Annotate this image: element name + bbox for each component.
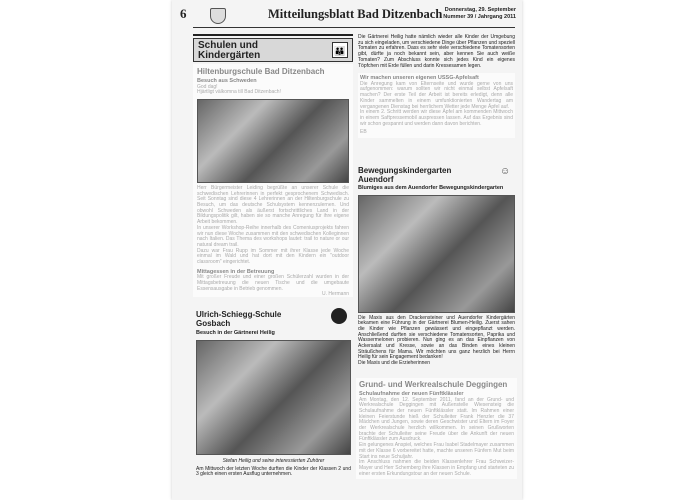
paragraph: Die Gärtnerei Heilig hatte nämlich wieder alle Kinder der Umgebung zu sich eingeladen, um verschiedene Dinge über Pflanzen und speziell Tomaten zu erfahren. Dass es sehr viele verschiedene Tomatensorten gibt, dürfte ja noch bekannt sein, aber kennen Sie auch weiße Tomaten? Zum Abschluss konnte sich jedes Kind ein eigenes Töpfchen mit Erde füllen und darin Kressesamen legen.: [358, 34, 515, 69]
paragraph: Die Maxis und die Erzieherinnen: [358, 360, 430, 367]
paragraph: Am Montag, den 12. September 2011, fand an der Grund- und Werkrealschule Deggingen mit Außenstelle Wiesensteig die Schulaufnahme der neuen Fünftklässler statt. Im Rahmen einer kleinen Feierstunde hieß der Schulleiter Frank Henzler die 37 Mädchen und Jungen, sowie deren Geschwister und Eltern im Foyer der Werkrealschule herzlich willkommen. In seinen Grußworten brachte der Schulleiter seine Freude über die Ankunft der neuen Fünftklässler zum Ausdruck.: [359, 396, 514, 443]
photo-caption: Stefan Heilig und seine interessierten Zuhörer: [222, 457, 325, 464]
paragraph: In einem 2. Schritt werden wir diese Äpfel am kommenden Mittwoch in einem Saftpressemobil auspressen lassen. Auf das Ergebnis sind wir schon gespannt und werden dann davon berichten.: [360, 109, 513, 127]
paragraph: Die Maxis aus den Drackensteiner und Auendorfer Kindergärten bekamen eine Führung in der Gärtnerei Blumen-Heilig. Zuerst sahen die Kinder wie Pflanzen gewässert und eingepflanzt werden. Anschließend durften sie verschiedene Tomatensorten, Paprika und Wassermelonen probieren. Nun ging es an das Einpflanzen von Ackersalat und Kresse, sowie an das Binden eines kleinen Sträußchens für Mama. Wir möchten uns ganz herzlich bei Herrn Heilig für sein Engagement bedanken!: [358, 314, 515, 361]
article-subhead: Schulaufnahme der neuen Fünftklässler: [359, 391, 464, 397]
article-auendorf: [358, 166, 515, 367]
kindergarten-photo: [358, 195, 515, 313]
header-rule: [193, 27, 515, 28]
greenhouse-photo: [196, 340, 351, 455]
article-title: Gosbach: [196, 319, 231, 328]
article-ussg: [358, 73, 515, 138]
article-subhead: Mittagessen in der Betreuung: [197, 268, 275, 275]
article-title: Bewegungskindergarten: [358, 166, 452, 175]
article-title: Auendorf: [358, 175, 394, 184]
article-subhead: Blumiges aus dem Auendorfer Bewegungskindergarten: [358, 185, 504, 191]
article-subhead: Wir machen unseren eigenen USSG-Apfelsaft: [360, 75, 479, 82]
author: EB: [360, 129, 367, 136]
paragraph: Im Anschluss nahmen die beiden Klassenlehrer Frau Schweizer-Mayer und Herr Schemberg ihre Klassen in Empfang und starteten zu einer ersten Erkundungstour an der neuen Schule.: [359, 459, 514, 477]
section-title-2: Kindergärten: [198, 50, 261, 61]
paragraph: Die Anregung kam von Elternseite und wurde gerne von uns aufgenommen: warum sollten wir nicht einmal selbst Apfelsaft machen? Der erste Teil der Arbeit ist bereits erledigt, denn alle Kinder sammelten in einem umfunktionierten Wandertag am vergangenen Dienstag bei herrlichem Wetter jede Menge Äpfel auf.: [360, 80, 513, 110]
children-icon: 👪: [332, 42, 348, 58]
article-title: Grund- und Werkrealschule Deggingen: [359, 380, 508, 389]
paragraph: Am Mittwoch der letzten Woche durften die Kinder der Klassen 2 und 3 gleich einen ersten Ausflug unternehmen.: [196, 465, 351, 478]
section-heading: [193, 38, 353, 62]
paragraph: Herr Bürgermeister Leiding begrüßte an unserer Schule die schwedischen Lehrerinnen in perfekt gesprochenem Schwedisch. Seit Sonntag sind diese 4 Lehrerinnen an der Hiltenburgschule zu Besuch, um das deutsche Schulsystem kennenzulernen. Und obwohl Schweden als äußerst fortschrittliches Land in der Bildungspolitik gilt, haben sie so manche Anregung für ihre eigene Arbeit bekommen.: [197, 184, 349, 226]
date: Donnerstag, 29. September: [444, 7, 516, 13]
article-subhead: Besuch in der Gärtnerei Heilig: [196, 330, 275, 336]
municipal-crest-logo: [210, 8, 226, 24]
greeting: God dag!: [197, 83, 218, 90]
right-column: [358, 35, 515, 138]
issue-date: [440, 7, 516, 20]
paragraph: Mit großer Freude und einer großen Schülerzahl wurden in der Mittagsbetreuung die neuen Tische und die umgebaute Essensausgabe in Betrieb genommen.: [197, 274, 349, 292]
child-icon: ☺: [500, 166, 511, 177]
masthead-title: Mitteilungsblatt Bad Ditzenbach: [268, 7, 443, 21]
article-hiltenburg: [193, 64, 353, 297]
group-photo: [197, 99, 349, 183]
school-logo-icon: [331, 308, 347, 324]
paragraph: Dazu war Frau Rupp im Sommer mit ihrer Klasse jede Woche einmal im Wald und hat dort mit den Kindern ein "outdoor classroom" eingerichtet.: [197, 247, 349, 266]
article-ulrich: [196, 310, 351, 478]
section-rule: [193, 34, 353, 36]
page-number: 6: [180, 6, 187, 21]
issue-number: Nummer 39 / Jahrgang 2011: [443, 13, 516, 20]
article-title: Hiltenburgschule Bad Ditzenbach: [197, 67, 325, 76]
article-subhead: Besuch aus Schweden: [197, 78, 257, 84]
section-title-1: Schulen und: [198, 40, 258, 51]
greeting: Hjärtligt välkomna till Bad Ditzenbach!: [197, 89, 281, 96]
article-deggingen: [356, 378, 517, 479]
author: U. Hermann: [322, 291, 349, 298]
paragraph: In unserer Workshop-Reihe innerhalb des Comeniusprojekts fahren wir nun diese Woche zusammen mit den schwedischen Kolleginnen nach Italien. Das Thema des workshops lautet: trail to nature or our natural dream trail.: [197, 224, 349, 248]
paragraph: Ein gelungenes Anspiel, welches Frau Isabel Stadelmayer zusammen mit der Klasse 6 vorbereitet hatte, machte unseren Fünfern Mut beim Start ins neue Schuljahr.: [359, 442, 514, 460]
article-title: Ulrich-Schiegg-Schule: [196, 310, 282, 319]
